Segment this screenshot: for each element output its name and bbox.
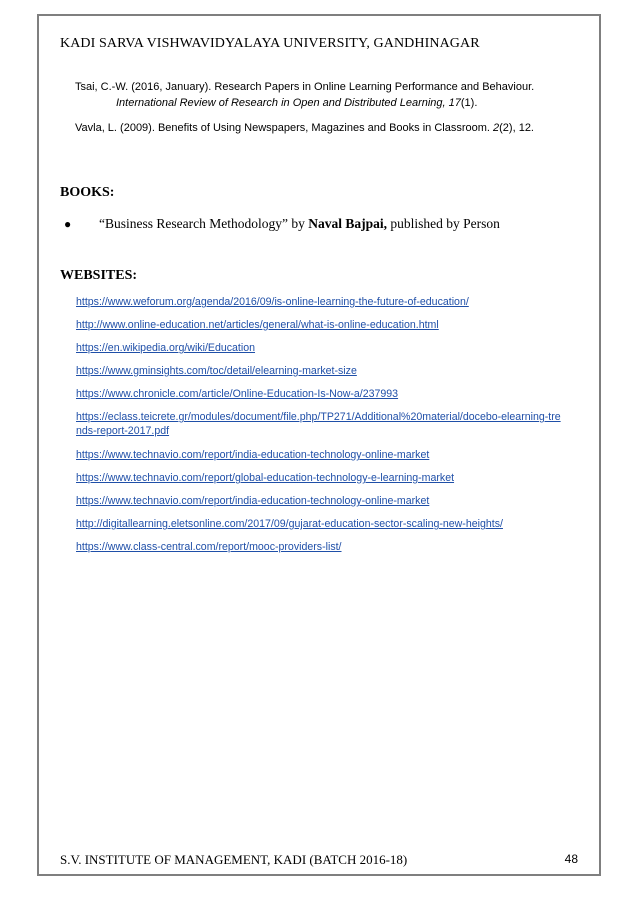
website-link[interactable]: https://www.gminsights.com/toc/detail/elearning-market-size xyxy=(76,365,357,377)
website-link[interactable]: https://www.technavio.com/report/india-education-technology-online-market xyxy=(76,495,430,507)
footer-institute: S.V. INSTITUTE OF MANAGEMENT, KADI (BATCH 2016-18) xyxy=(60,852,408,867)
reference-entry xyxy=(75,79,575,111)
page-header: KADI SARVA VISHWAVIDYALAYA UNIVERSITY, GANDHINAGAR xyxy=(60,36,480,51)
page-footer xyxy=(60,852,578,868)
website-link[interactable]: https://www.chronicle.com/article/Online-Education-Is-Now-a/237993 xyxy=(76,388,399,400)
book-publisher: published by Person xyxy=(386,216,500,231)
bullet-icon: ● xyxy=(64,217,72,231)
reference-rest: (2), 12. xyxy=(499,122,534,134)
website-link[interactable]: https://www.technavio.com/report/india-education-technology-online-market xyxy=(76,449,430,461)
websites-heading: WEBSITES: xyxy=(60,268,138,283)
reference-authors: Tsai, C.-W. (2016, January). Research Papers in Online Learning Performance and Behaviour. xyxy=(75,81,535,93)
website-link[interactable]: https://en.wikipedia.org/wiki/Education xyxy=(76,342,256,354)
books-heading: BOOKS: xyxy=(60,185,115,200)
website-link[interactable]: https://www.technavio.com/report/global-education-technology-e-learning-market xyxy=(76,472,455,484)
reference-issue: (1). xyxy=(460,97,478,109)
book-author: Naval Bajpai, xyxy=(308,216,387,231)
website-link[interactable]: https://www.class-central.com/report/mooc-providers-list/ xyxy=(76,541,342,553)
website-link[interactable]: https://eclass.teicrete.gr/modules/document/file.php/TP271/Additional%20material/docebo-elearning-trends-report-2017.pdf xyxy=(76,411,561,437)
reference-journal: International Review of Research in Open and Distributed Learning, 17 xyxy=(116,97,461,109)
reference-journal-line xyxy=(75,95,575,111)
website-link-list xyxy=(76,295,566,563)
book-list-item xyxy=(64,216,500,232)
website-link[interactable]: https://www.weforum.org/agenda/2016/09/is-online-learning-the-future-of-education/ xyxy=(76,296,469,308)
reference-entry xyxy=(75,120,575,136)
website-link[interactable]: http://www.online-education.net/articles/general/what-is-online-education.html xyxy=(76,319,439,331)
website-link[interactable]: http://digitallearning.eletsonline.com/2017/09/gujarat-education-sector-scaling-new-heights/ xyxy=(76,518,503,530)
page-number: 48 xyxy=(564,852,578,866)
reference-authors: Vavla, L. (2009). Benefits of Using Newspapers, Magazines and Books in Classroom. xyxy=(75,122,490,134)
reference-volume: 2 xyxy=(493,122,500,134)
book-title: “Business Research Methodology” by xyxy=(99,216,309,231)
